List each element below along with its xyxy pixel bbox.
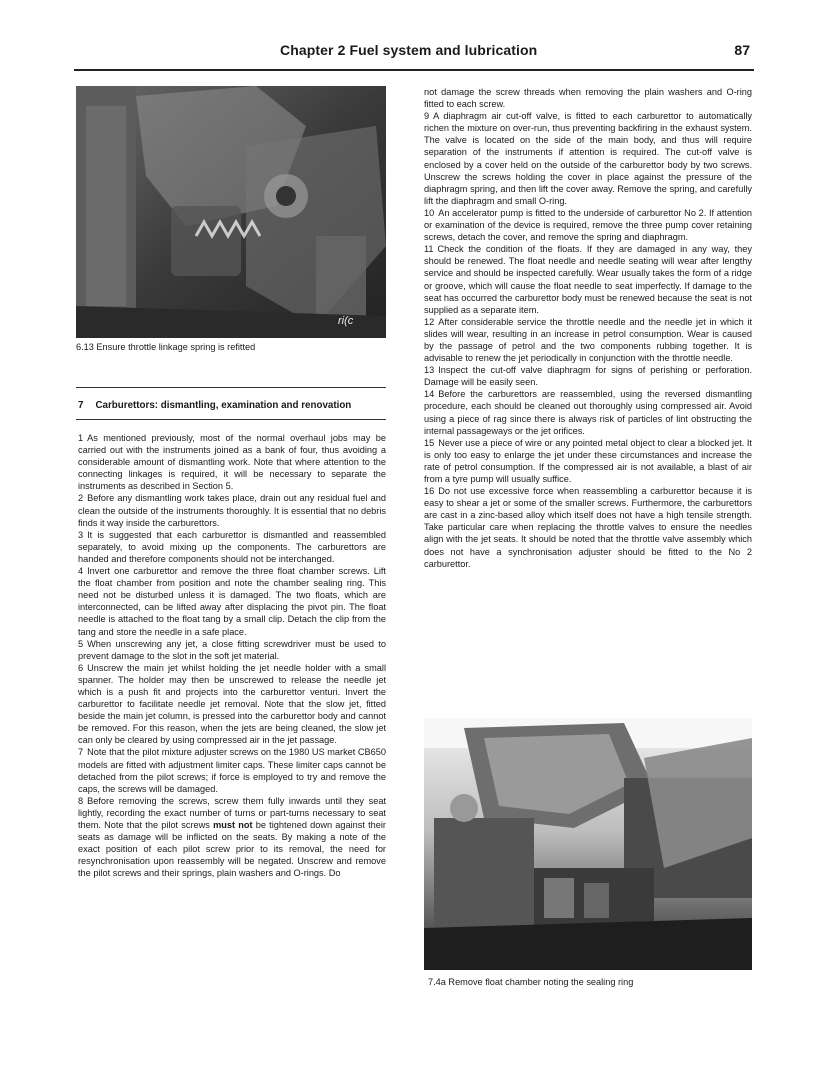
header-rule (74, 69, 754, 71)
section-rule-top (76, 387, 386, 388)
figure-caption: 7.4a Remove float chamber noting the sealing ring (428, 977, 634, 987)
paragraph: 10 An accelerator pump is fitted to the underside of carburettor No 2. If attention or examination of the device is required, remove the three pump cover retaining screws, detach the cover, and remove the spring and diaphragm. (424, 207, 752, 243)
section-number: 7 (78, 400, 84, 411)
carburettor-linkage-spring-photo (76, 86, 386, 338)
paragraph: 7 Note that the pilot mixture adjuster screws on the 1980 US market CB650 models are fitted with adjustment limiter caps. These limiter caps cannot be detached from the pilot screws; if force is employed to try and remove the caps, the screws will be damaged. (78, 747, 386, 794)
paragraph: 9 A diaphragm air cut-off valve, is fitted to each carburettor to automatically richen the mixture on over-run, thus preventing backfiring in the exhaust system. The valve is located on the side of the main body, and thus will require separation of the instruments if attention is required. The cut-off valve is enclosed by a cover held on the outside of the carburettor body by two screws. Unscrew the screws holding the cover in place against the pressure of the diaphragm spring, and then lift the cover away. Remove the spring, and carefully lift the diaphragm and small O-ring. (424, 111, 752, 206)
paragraph: 1 As mentioned previously, most of the normal overhaul jobs may be carried out with the instruments joined as a bank of four, thus avoiding a considerable amount of dismantling work. Note that where attention to the connecting linkages is required, it will be necessary to separate the instruments as described in Section 5. (78, 433, 386, 492)
svg-text:ri(c: ri(c (338, 315, 354, 327)
figure-caption: 6.13 Ensure throttle linkage spring is refitted (76, 342, 256, 352)
paragraph: 12 After considerable service the throttle needle and the needle jet in which it slides will wear, resulting in an increase in petrol consumption. Wear is caused by the passage of petrol and the two components rubbing together. It is advisable to renew the jet periodically in conjunction with the throttle needle. (424, 316, 752, 364)
page-header (74, 38, 754, 68)
paragraph: 13 Inspect the cut-off valve diaphragm for signs of perishing or perforation. Damage will be easily seen. (424, 365, 752, 388)
section-title: Carburettors: dismantling, examination and renovation (95, 400, 352, 411)
left-column-text (78, 432, 386, 879)
paragraph: 3 It is suggested that each carburettor is dismantled and reassembled separately, to avoid mixing up the components. The carburettors are handed and therefore components should not be interchanged. (78, 529, 386, 564)
float-chamber-removal-photo (424, 718, 752, 970)
paragraph: 4 Invert one carburettor and remove the three float chamber screws. Lift the float chamber from position and note the chamber sealing ring. This need not be disturbed unless it is damaged. The two floats, which are interconnected, can be lifted away after displacing the pivot pin. The float needle is attached to the float tang by a small clip. Detach the clip from the tang and store the needle in a safe place. (78, 566, 386, 637)
paragraph: 14 Before the carburettors are reassembled, using the reversed dismantling procedure, each should be cleaned out thoroughly using compressed air. Avoid using a piece of rag since there is always risk of particles of lint obstructing the internal passageways or the jet orifices. (424, 389, 752, 436)
section-heading (78, 400, 351, 411)
emphasis: must not (213, 820, 253, 830)
paragraph: 11 Check the condition of the floats. If they are damaged in any way, they should be renewed. The float needle and needle seating will wear after lengthy service and should be inspected carefully. Wear usually takes the form of a ridge or groove, which will cause the float needle to seat imperfectly. If damage to the seat has occurred the carburettor body must be renewed because the seat is not supplied as a separate item. (424, 244, 752, 315)
paragraph: 15 Never use a piece of wire or any pointed metal object to clear a blocked jet. It is only too easy to enlarge the jet under these circumstances and increase the rate of petrol consumption. If the compressed air is not available, a blast of air from a tyre pump will usually suffice. (424, 437, 752, 484)
section-rule-bottom (76, 419, 386, 420)
page-number: 87 (734, 42, 750, 58)
chapter-title: Chapter 2 Fuel system and lubrication (280, 42, 538, 58)
paragraph: 8 Before removing the screws, screw them fully inwards until they seat lightly, recording the exact number of turns or part-turns necessary to seat them. Note that the pilot screws must not be tightened down against their seats as damage will be inflicted on the seats. By making a note of the exact position of each pilot screw prior to its removal, the need for resynchronisation upon reassembly will be negated. Unscrew and remove the pilot screws and their springs, plain washers and O-rings. Do (78, 795, 386, 879)
paragraph: 5 When unscrewing any jet, a close fitting screwdriver must be used to prevent damage to the slot in the soft jet material. (78, 638, 386, 661)
paragraph: 2 Before any dismantling work takes place, drain out any residual fuel and clean the outside of the instruments thoroughly. It is essential that no debris finds it way inside the carburettors. (78, 493, 386, 528)
paragraph: 6 Unscrew the main jet whilst holding the jet needle holder with a small spanner. The holder may then be unscrewed to release the needle jet which is a push fit and projects into the carburettor venturi. Invert the carburettor to facilitate needle jet removal. Note that the slow jet, fitted beside the main jet column, is pressed into the carburettor body and cannot be removed. For this reason, when the jets are being cleaned, the slow jet can only be cleared by using compressed air in the jet passage. (78, 662, 386, 746)
paragraph: not damage the screw threads when removing the plain washers and O-ring fitted to each screw. (424, 87, 752, 110)
paragraph: 16 Do not use excessive force when reassembling a carburettor because it is easy to shear a jet or some of the smaller screws. Furthermore, the carburettors are cast in a zinc-based alloy which itself does not have a high tensile strength. Take particular care when replacing the throttle valves to ensure the needles align with the jet seats. It should be noted that the throttle valve assembly which does not have a synchronisation adjuster should be fitted to the No 2 carburettor. (424, 486, 752, 569)
right-column-text (424, 86, 752, 570)
